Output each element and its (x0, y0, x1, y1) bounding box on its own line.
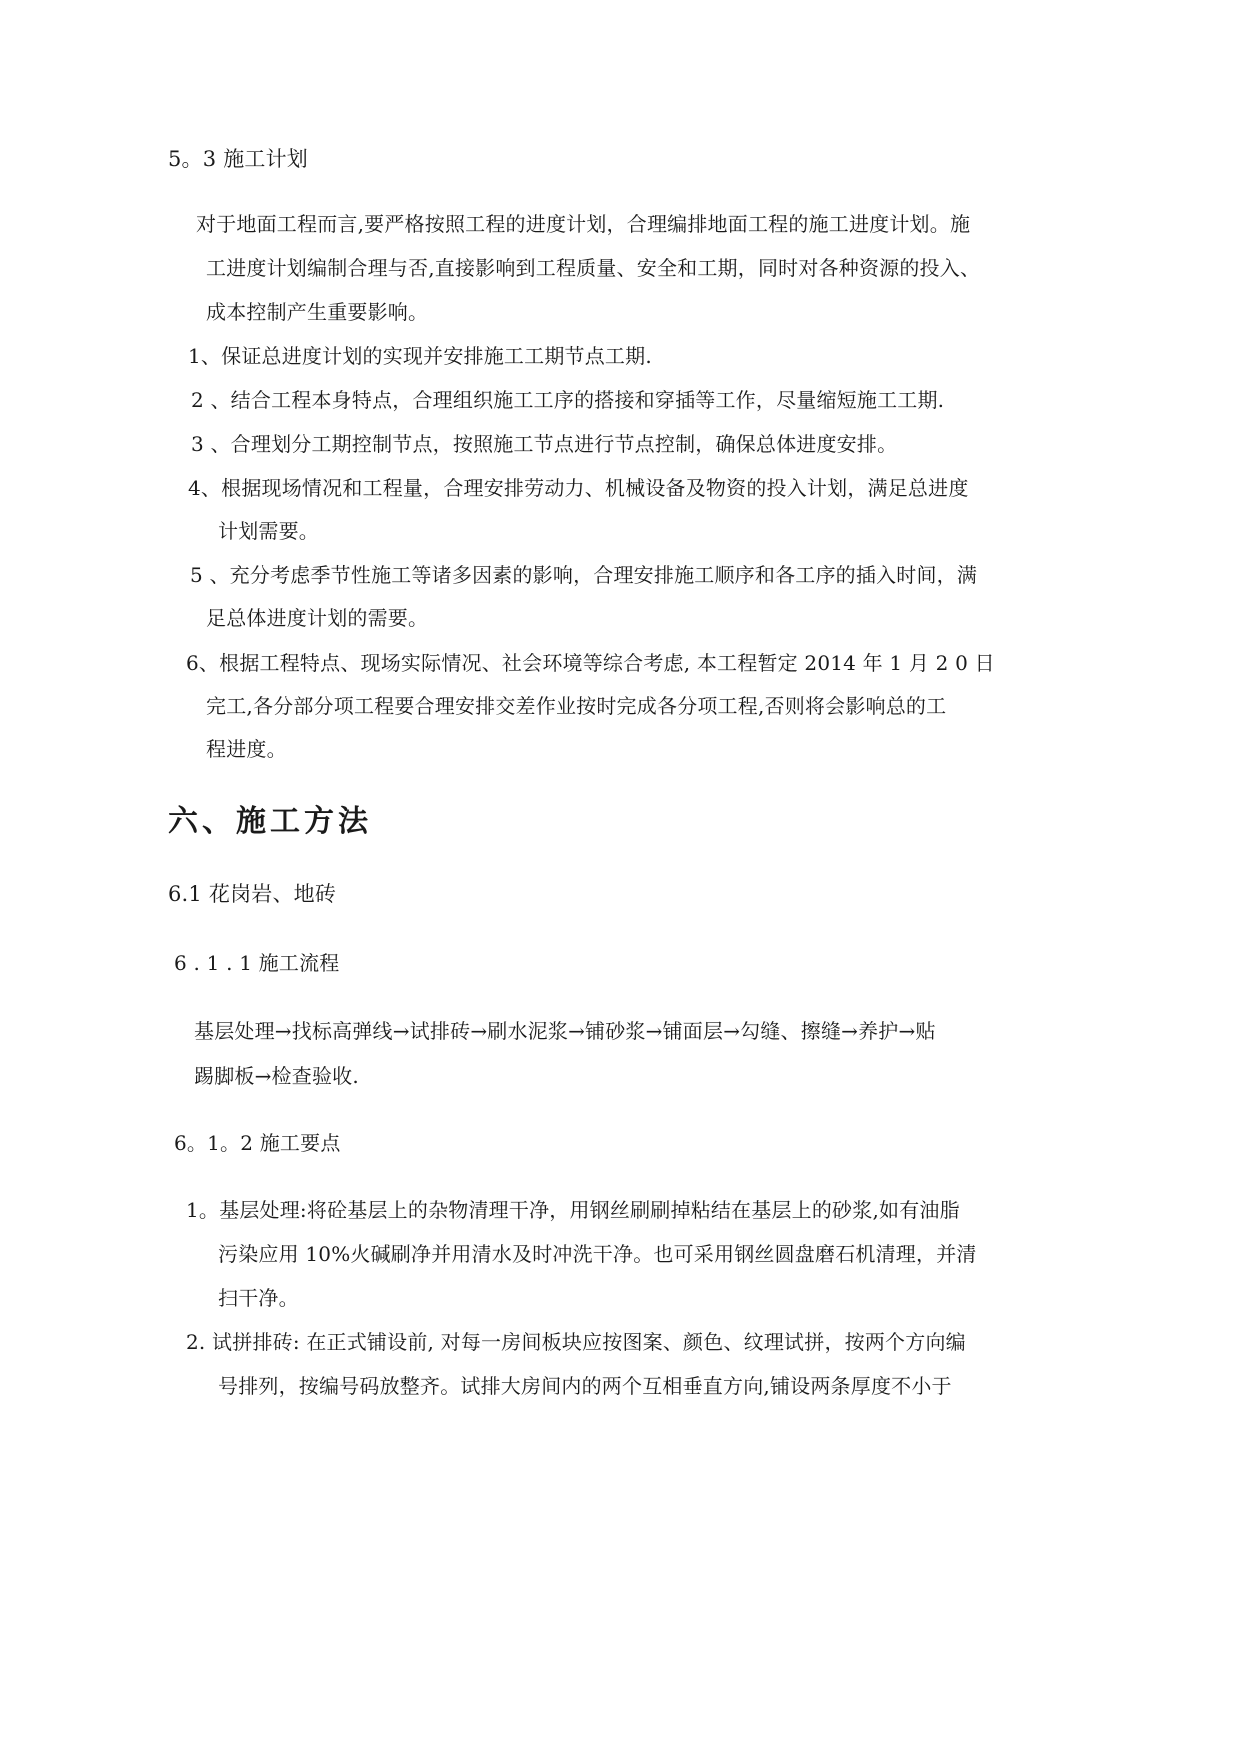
plan-item-5-line-1: 5 、充分考虑季节性施工等诸多因素的影响，合理安排施工顺序和各工序的插入时间，满 (190, 563, 978, 587)
plan-item-2: 2 、结合工程本身特点，合理组织施工工序的搭接和穿插等工作，尽量缩短施工工期. (191, 388, 945, 412)
plan-item-3: 3 、合理划分工期控制节点，按照施工节点进行节点控制，确保总体进度安排。 (191, 432, 898, 456)
plan-item-6-line-2: 完工,各分部分项工程要合理安排交差作业按时完成各分项工程,否则将会影响总的工 (206, 694, 947, 718)
plan-item-6-line-1: 6、根据工程特点、现场实际情况、社会环境等综合考虑, 本工程暂定 2014 年 1 月 2 0 日 (186, 651, 995, 675)
key-point-1-line-1: 1。基层处理:将砼基层上的杂物清理干净，用钢丝刷刷掉粘结在基层上的砂浆,如有油脂 (186, 1198, 960, 1222)
plan-item-4-line-1: 4、根据现场情况和工程量，合理安排劳动力、机械设备及物资的投入计划，满足总进度 (188, 476, 969, 500)
key-point-2-line-1: 2. 试拼排砖: 在正式铺设前, 对每一房间板块应按图案、颜色、纹理试拼，按两个方向编 (186, 1330, 966, 1354)
key-point-1-line-3: 扫干净。 (218, 1286, 299, 1310)
section-5-3-heading: 5。3 施工计划 (168, 147, 308, 171)
section-5-3-intro-line-2: 工进度计划编制合理与否,直接影响到工程质量、安全和工期，同时对各种资源的投入、 (206, 256, 981, 280)
section-6-1-2-heading: 6。1。2 施工要点 (174, 1131, 341, 1155)
section-5-3-intro-line-1: 对于地面工程而言,要严格按照工程的进度计划，合理编排地面工程的施工进度计划。施 (196, 212, 971, 236)
plan-item-5-line-2: 足总体进度计划的需要。 (206, 606, 429, 630)
plan-item-4-line-2: 计划需要。 (218, 519, 319, 543)
section-6-1-1-heading: 6 . 1 . 1 施工流程 (174, 951, 340, 975)
section-6-1-heading: 6.1 花岗岩、地砖 (168, 882, 337, 906)
section-5-3-intro-line-3: 成本控制产生重要影响。 (206, 300, 429, 324)
chapter-6-title: 六、施工方法 (168, 804, 372, 839)
process-flow-line-2: 踢脚板→检查验收. (194, 1064, 359, 1088)
process-flow-line-1: 基层处理→找标高弹线→试排砖→刷水泥浆→铺砂浆→铺面层→勾缝、擦缝→养护→贴 (194, 1019, 936, 1043)
plan-item-6-line-3: 程进度。 (206, 737, 287, 761)
plan-item-1: 1、保证总进度计划的实现并安排施工工期节点工期. (188, 344, 652, 368)
key-point-2-line-2: 号排列，按编号码放整齐。试排大房间内的两个互相垂直方向,铺设两条厚度不小于 (218, 1374, 952, 1398)
key-point-1-line-2: 污染应用 10%火碱刷净并用清水及时冲洗干净。也可采用钢丝圆盘磨石机清理，并清 (218, 1242, 977, 1266)
